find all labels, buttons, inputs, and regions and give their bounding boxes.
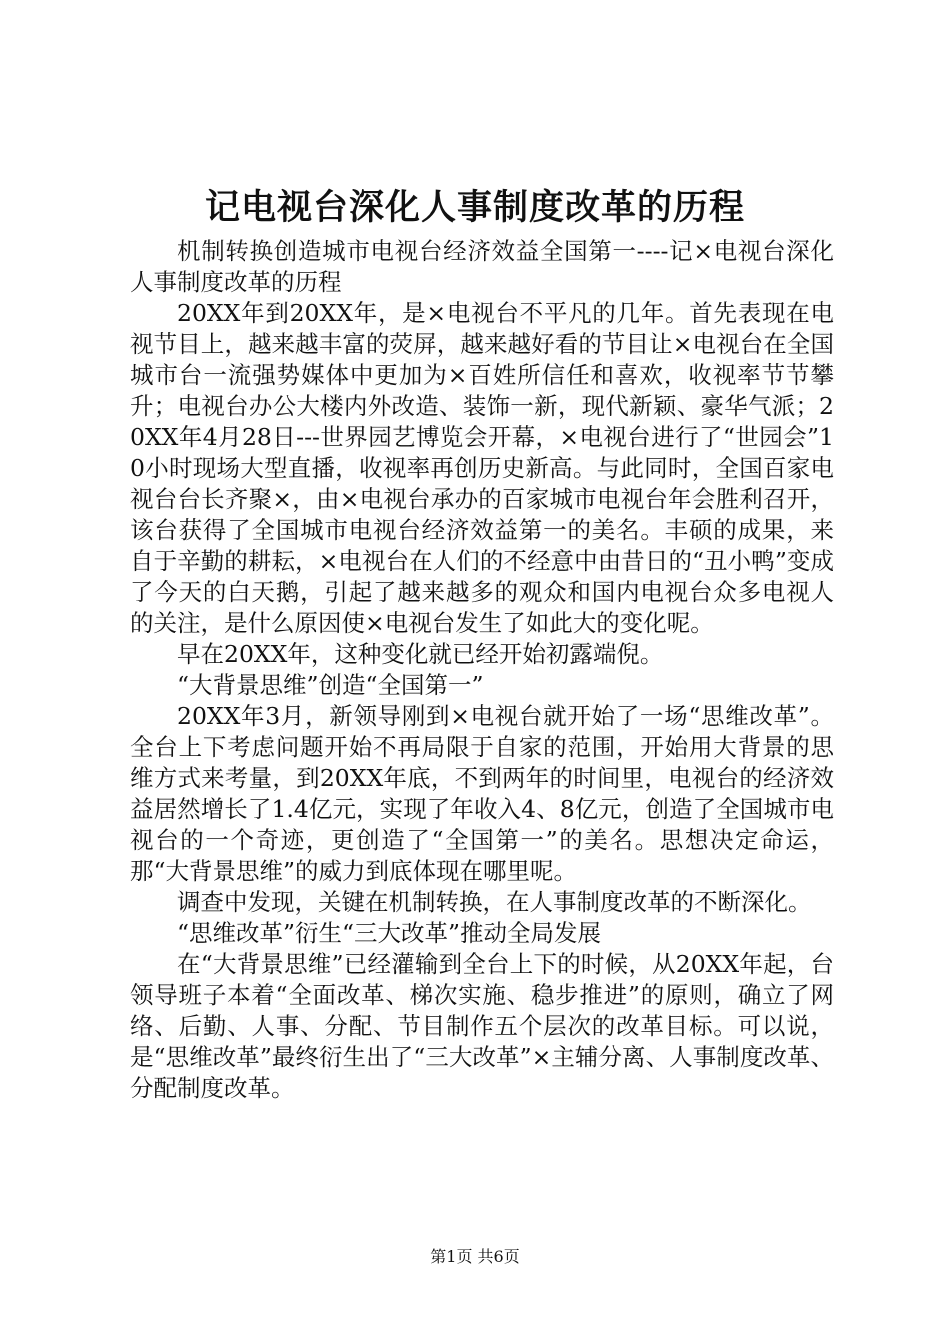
body-paragraph: 在“大背景思维”已经灌输到全台上下的时候，从20XX年起，台领导班子本着“全面改革、梯次实施、稳步推进”的原则，确立了网络、后勤、人事、分配、节目制作五个层次的改革目标。可以说，是“思维改革”最终衍生出了“三大改革”×主辅分离、人事制度改革、分配制度改革。 [130,950,834,1102]
body-paragraph: 调查中发现，关键在机制转换，在人事制度改革的不断深化。 [177,888,812,916]
document-title: 记电视台深化人事制度改革的历程 [204,187,745,228]
body-paragraph: 机制转换创造城市电视台经济效益全国第一----记×电视台深化人事制度改革的历程 [130,237,834,296]
body-paragraph: 早在20XX年，这种变化就已经开始初露端倪。 [177,640,664,668]
document-body [130,236,834,1104]
section-heading: “思维改革”衍生“三大改革”推动全局发展 [177,919,602,947]
body-paragraph: 20XX年3月，新领导刚到×电视台就开始了一场“思维改革”。全台上下考虑问题开始不再局限于自家的范围，开始用大背景的思维方式来考量，到20XX年底，不到两年的时间里，电视台的经济效益居然增长了1.4亿元，实现了年收入4、8亿元，创造了全国城市电视台的一个奇迹，更创造了“全国第一”的美名。思想决定命运，那“大背景思维”的威力到底体现在哪里呢。 [130,702,834,885]
page-number-footer: 第1页 共6页 [430,1247,520,1266]
body-paragraph: 20XX年到20XX年，是×电视台不平凡的几年。首先表现在电视节目上，越来越丰富的荧屏，越来越好看的节目让×电视台在全国城市台一流强势媒体中更加为×百姓所信任和喜欢，收视率节节攀升；电视台办公大楼内外改造、装饰一新，现代新颖、豪华气派；20XX年4月28日---世界园艺博览会开幕，×电视台进行了“世园会”10小时现场大型直播，收视率再创历史新高。与此同时，全国百家电视台台长齐聚×，由×电视台承办的百家城市电视台年会胜利召开，该台获得了全国城市电视台经济效益第一的美名。丰硕的成果，来自于辛勤的耕耘，×电视台在人们的不经意中由昔日的“丑小鸭”变成了今天的白天鹅，引起了越来越多的观众和国内电视台众多电视人的关注，是什么原因使×电视台发生了如此大的变化呢。 [130,299,834,637]
section-heading: “大背景思维”创造“全国第一” [177,671,484,699]
